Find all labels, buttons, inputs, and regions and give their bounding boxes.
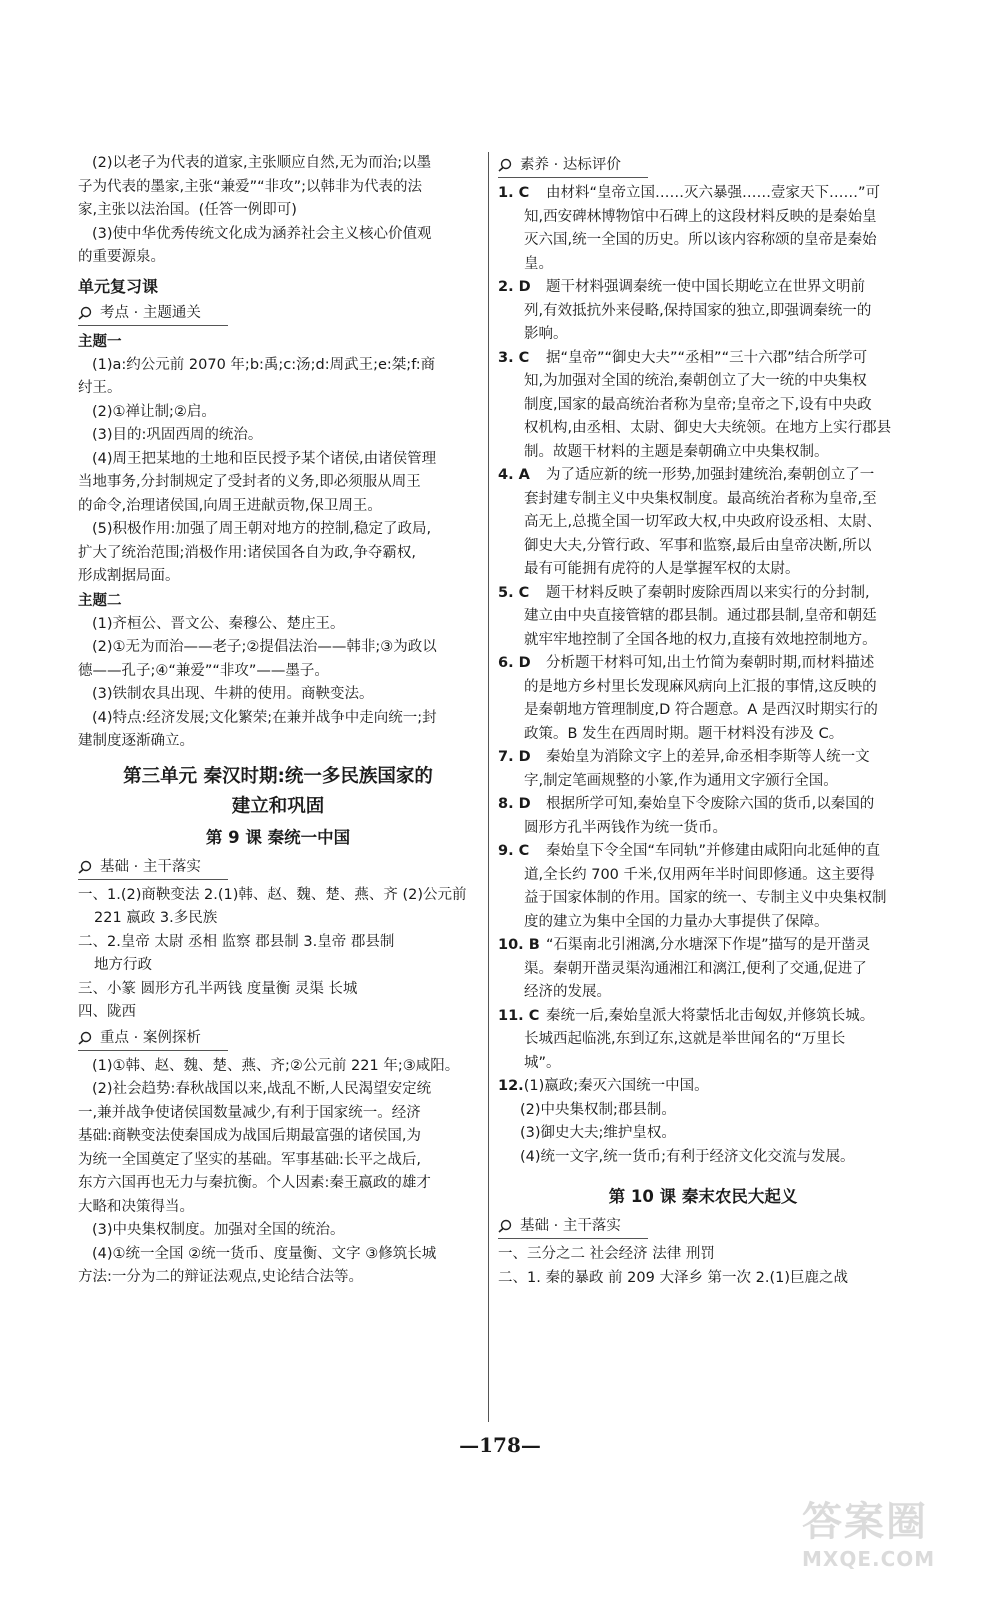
topic-label: 主题一 (78, 333, 122, 350)
answer-number: 5. C (498, 584, 530, 601)
answer-number: 9. C (498, 843, 530, 859)
answer-item (498, 1075, 908, 1099)
answer-number: 3. C (498, 349, 530, 366)
answer-number: 8. D (498, 796, 531, 812)
text-line: 圆形方孔半两钱作为统一货币。 (524, 819, 727, 836)
answer-item (498, 934, 908, 958)
watermark-text: 答案圈 (802, 1499, 928, 1545)
section-tag-basic (78, 856, 228, 880)
review-heading: 单元复习课 (78, 276, 159, 296)
answer-number: 7. D (498, 749, 531, 765)
text-line: 高无上,总揽全国一切军政大权,中央政府设丞相、太尉、 (524, 514, 882, 530)
section-tag-basic (498, 1215, 648, 1239)
unit-title-continued: 建立和巩固 (231, 795, 325, 817)
text-line: 建立由中央直接管辖的郡县制。通过郡县制,皇帝和朝廷 (524, 608, 877, 624)
answer-number: 4. A (498, 467, 530, 483)
text-line: (1)①韩、赵、魏、楚、燕、齐;②公元前 221 年;③咸阳。 (92, 1057, 460, 1074)
text-line: 据“皇帝”“御史大夫”“丞相”“三十六郡”结合所学可 (546, 349, 868, 366)
text-line: (3)御史大夫;维护皇权。 (520, 1125, 676, 1141)
text-line: 知,西安碑林博物馆中石碑上的这段材料反映的是秦始皇 (524, 208, 877, 225)
text-line: 地方行政 (94, 957, 152, 973)
text-line: (4)统一文字,统一货币;有利于经济文化交流与发展。 (520, 1148, 855, 1165)
text-line: 就牢牢地控制了全国各地的权力,直接有效地控制地方。 (524, 631, 877, 648)
text-line: (3)目的:巩固西周的统治。 (92, 427, 263, 443)
text-line: 三、小篆 圆形方孔半两钱 度量衡 灵渠 长城 (78, 980, 358, 997)
answer-number: 2. D (498, 279, 531, 295)
text-line: (1)齐桓公、晋文公、秦穆公、楚庄王。 (92, 615, 345, 632)
text-line: 城”。 (524, 1054, 561, 1071)
text-line: (3)使中华优秀传统文化成为涵养社会主义核心价值观 (92, 225, 432, 242)
section-tag-case (78, 1027, 228, 1051)
text-line: 的重要源泉。 (78, 249, 165, 265)
lesson-title: 第 10 课 秦末农民大起义 (608, 1187, 798, 1206)
text-line: 221 嬴政 3.多民族 (94, 910, 218, 926)
text-line: 当地事务,分封制规定了受封者的义务,即必须服从周王 (78, 474, 421, 490)
magnifier-icon (78, 860, 96, 874)
text-line: 秦始皇下令全国“车同轨”并修建由咸阳向北延伸的直 (546, 843, 881, 859)
text-line: 字,制定笔画规整的小篆,作为通用文字颁行全国。 (524, 772, 838, 789)
section-tag-exam (78, 302, 228, 326)
tag-label: 考点 · 主题通关 (100, 304, 201, 321)
text-line: (1)a:约公元前 2070 年;b:禹;c:汤;d:周武王;e:桀;f:商 (92, 356, 436, 373)
answer-item (498, 746, 908, 770)
watermark-url: MXQE.COM (802, 1547, 936, 1571)
answer-item (498, 182, 908, 206)
text-line: 题干材料强调秦统一使中国长期屹立在世界文明前 (546, 279, 865, 295)
text-line: 方法:一分为二的辩证法观点,史论结合法等。 (78, 1269, 363, 1285)
text-line: 秦始皇为消除文字上的差异,命丞相李斯等人统一文 (546, 749, 870, 765)
magnifier-icon (498, 158, 516, 172)
text-line: (2)①禅让制;②启。 (92, 403, 216, 420)
tag-label: 素养 · 达标评价 (520, 157, 621, 173)
text-line: 是秦朝地方管理制度,D 符合题意。A 是西汉时期实行的 (524, 702, 878, 718)
text-line: 政策。B 发生在西周时期。题干材料没有涉及 C。 (524, 725, 844, 742)
text-line: 皇。 (524, 255, 553, 272)
text-line: 基础:商鞅变法使秦国成为战国后期最富强的诸侯国,为 (78, 1128, 421, 1144)
answer-number: 6. D (498, 655, 531, 671)
tag-label: 基础 · 主干落实 (520, 1218, 621, 1234)
text-line: (4)①统一全国 ②统一货币、度量衡、文字 ③修筑长城 (92, 1245, 437, 1262)
answer-number: 12. (498, 1078, 524, 1094)
text-line: 大略和决策得当。 (78, 1198, 194, 1215)
text-line: 影响。 (524, 326, 568, 342)
text-line: 家,主张以法治国。(任答一例即可) (78, 202, 297, 218)
watermark-logo (802, 1490, 982, 1570)
magnifier-icon (498, 1219, 516, 1233)
text-line: 东方六国再也无力与秦抗衡。个人因素:秦王嬴政的雄才 (78, 1175, 431, 1191)
answer-item (498, 347, 908, 371)
text-line: (1)嬴政;秦灭六国统一中国。 (523, 1078, 709, 1094)
text-line: 形成割据局面。 (78, 568, 180, 584)
text-line: 的命令,治理诸侯国,向周王进献贡物,保卫周王。 (78, 497, 382, 514)
tag-label: 基础 · 主干落实 (100, 858, 201, 875)
unit-title: 第三单元 秦汉时期:统一多民族国家的 (123, 765, 433, 787)
text-line: 最有可能拥有虎符的人是掌握军权的太尉。 (524, 561, 800, 577)
text-line: 知,为加强对全国的统治,秦朝创立了大一统的中央集权 (524, 373, 867, 389)
answer-number: 11. C (498, 1007, 540, 1024)
text-line: 二、2.皇帝 太尉 丞相 监察 郡县制 3.皇帝 郡县制 (78, 933, 395, 950)
text-line: 子为代表的墨家,主张“兼爱”“非攻”;以韩非为代表的法 (78, 178, 423, 195)
text-line: 一、三分之二 社会经济 法律 刑罚 (498, 1246, 715, 1262)
magnifier-icon (78, 306, 96, 320)
answer-item (498, 582, 908, 606)
magnifier-icon (78, 1031, 96, 1045)
answer-item (498, 840, 908, 864)
text-line: 益于国家体制的作用。国家的统一、专制主义中央集权制 (524, 890, 887, 906)
text-line: 道,全长约 700 千米,仅用两年半时间即修通。这主要得 (524, 866, 875, 883)
answer-item (498, 793, 908, 817)
text-line: 御史大夫,分管行政、军事和监察,最后由皇帝决断,所以 (524, 537, 872, 554)
text-line: 为了适应新的统一形势,加强封建统治,秦朝创立了一 (546, 467, 875, 483)
lesson-title: 第 9 课 秦统一中国 (205, 827, 351, 847)
text-line: (3)铁制农具出现、牛耕的使用。商鞅变法。 (92, 686, 374, 702)
text-line: (3)中央集权制度。加强对全国的统治。 (92, 1222, 345, 1238)
text-line: 长城西起临洮,东到辽东,这就是举世闻名的“万里长 (524, 1031, 846, 1047)
column-divider (488, 152, 489, 1422)
text-line: 纣王。 (78, 380, 122, 396)
tag-label: 重点 · 案例探析 (100, 1029, 201, 1046)
text-line: 秦统一后,秦始皇派大将蒙恬北击匈奴,并修筑长城。 (546, 1007, 875, 1024)
text-line: 一、1.(2)商鞅变法 2.(1)韩、赵、魏、楚、燕、齐 (2)公元前 (78, 886, 467, 903)
answer-number: 10. B (498, 937, 540, 953)
answer-item (498, 276, 908, 300)
text-line: 扩大了统治范围;消极作用:诸侯国各自为政,争夺霸权, (78, 544, 416, 561)
text-line: (4)特点:经济发展;文化繁荣;在兼并战争中走向统一;封 (92, 709, 437, 726)
text-line: 由材料“皇帝立国……灭六暴强……壹家天下……”可 (546, 185, 881, 201)
text-line: (5)积极作用:加强了周王朝对地方的控制,稳定了政局, (92, 521, 432, 537)
text-line: 制。故题干材料的主题是秦朝确立中央集权制。 (524, 443, 829, 460)
answer-number: 1. C (498, 185, 530, 201)
topic-label: 主题二 (78, 592, 122, 609)
answer-item (498, 1005, 908, 1029)
text-line: (2)社会趋势:春秋战国以来,战乱不断,人民渴望安定统 (92, 1081, 432, 1097)
answer-item (498, 652, 908, 676)
text-line: (4)周王把某地的土地和臣民授予某个诸侯,由诸侯管理 (92, 450, 437, 467)
text-line: “石渠南北引湘漓,分水塘深下作堤”描写的是开凿灵 (546, 937, 871, 953)
left-column (78, 152, 478, 1290)
text-line: (2)以老子为代表的道家,主张顺应自然,无为而治;以墨 (92, 155, 432, 171)
answer-list (498, 182, 908, 1075)
text-line: 四、陇西 (78, 1004, 136, 1020)
text-line: 建制度逐渐确立。 (78, 733, 194, 749)
text-line: 的是地方乡村里长发现麻风病向上汇报的事情,这反映的 (524, 678, 877, 695)
text-line: 二、1. 秦的暴政 前 209 大泽乡 第一次 2.(1)巨鹿之战 (498, 1269, 849, 1286)
text-line: 套封建专制主义中央集权制度。最高统治者称为皇帝,至 (524, 490, 877, 507)
text-line: (2)中央集权制;郡县制。 (520, 1101, 676, 1118)
section-tag-eval (498, 154, 648, 178)
text-line: 为统一全国奠定了坚实的基础。军事基础:长平之战后, (78, 1151, 421, 1168)
text-line: 经济的发展。 (524, 984, 611, 1000)
right-column (498, 152, 908, 1290)
text-line: 分析题干材料可知,出土竹简为秦朝时期,而材料描述 (546, 655, 875, 671)
text-line: 根据所学可知,秦始皇下令废除六国的货币,以秦国的 (546, 796, 875, 812)
text-line: 列,有效抵抗外来侵略,保持国家的独立,即强调秦统一的 (524, 302, 872, 319)
text-line: 权机构,由丞相、太尉、御史大夫统领。在地方上实行郡县 (524, 420, 892, 436)
text-line: 德——孔子;④“兼爱”“非攻”——墨子。 (78, 662, 329, 679)
text-line: 度的建立为集中全国的力量办大事提供了保障。 (524, 913, 829, 930)
text-line: 制度,国家的最高统治者称为皇帝;皇帝之下,设有中央政 (524, 396, 872, 413)
page-number: —178— (459, 1433, 541, 1457)
answer-item (498, 464, 908, 488)
text-line: 渠。秦朝开凿灵渠沟通湘江和漓江,便利了交通,促进了 (524, 960, 867, 977)
text-line: 灭六国,统一全国的历史。所以该内容称颂的皇帝是秦始 (524, 232, 877, 248)
text-line: (2)①无为而治——老子;②提倡法治——韩非;③为政以 (92, 639, 437, 655)
text-line: 一,兼并战争使诸侯国数量减少,有利于国家统一。经济 (78, 1104, 421, 1121)
text-line: 题干材料反映了秦朝时废除西周以来实行的分封制, (546, 584, 870, 601)
